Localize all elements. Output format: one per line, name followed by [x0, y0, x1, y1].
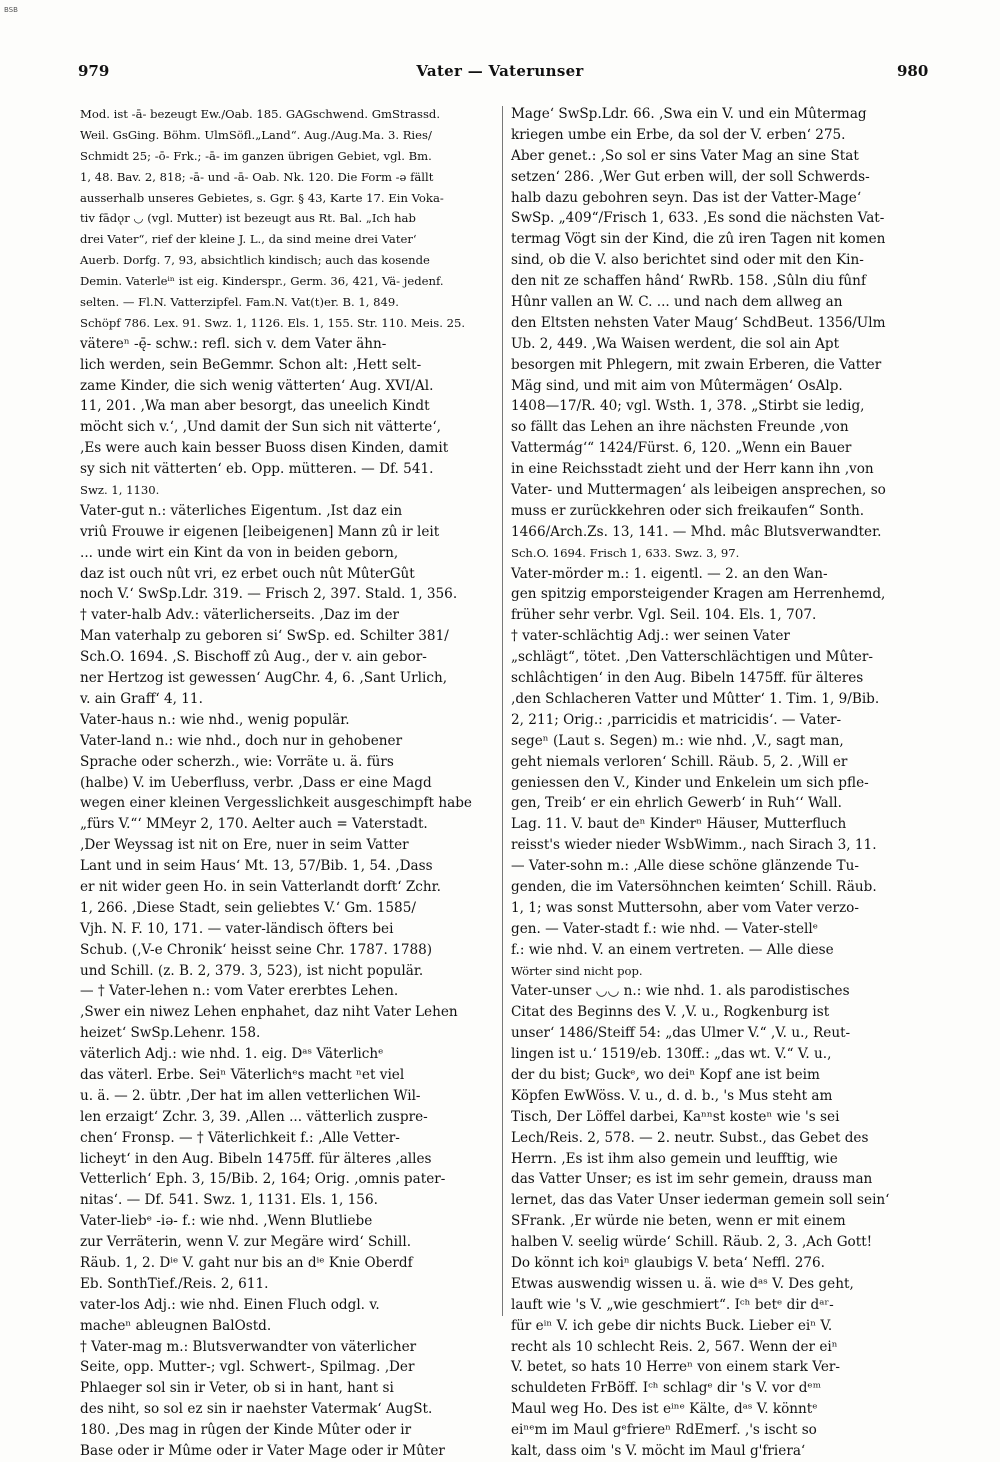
text-line: Vater-gut n.: väterliches Eigentum. ‚Ist daz ein	[80, 502, 403, 519]
text-line: eiⁿᵉm im Maul gᵉfriereⁿ RdEmerf. ‚'s ischt so	[511, 1422, 817, 1439]
right-column	[511, 104, 927, 1459]
text-line: ‚Swer ein niwez Lehen enphahet, daz niht Vater Lehen	[80, 1004, 458, 1021]
text-line: väterlich Adj.: wie nhd. 1. eig. Dᵃˢ Väterlichᵉ	[80, 1046, 384, 1063]
text-line: Vattermág‘“ 1424/Fürst. 6, 120. „Wenn ein Bauer	[511, 440, 852, 457]
text-line: ‚Der Weyssag ist nit on Ere, nuer in seim Vatter	[80, 837, 409, 854]
text-line: Wörter sind nicht pop.	[511, 963, 643, 978]
text-line: recht als 10 schlecht Reis. 2, 567. Wenn der eiⁿ	[511, 1338, 838, 1355]
text-line: Schöpf 786. Lex. 91. Swz. 1, 1126. Els. 1, 155. Str. 110. Meis. 25.	[80, 315, 466, 330]
text-line: sind, ob die V. also berichtet sind oder mit den Kin-	[511, 252, 864, 269]
text-line: macheⁿ ableugnen BalOstd.	[80, 1317, 272, 1334]
text-line: Vater-unser ◡◡ n.: wie nhd. 1. als parodistisches	[511, 983, 850, 1000]
text-line: Sch.O. 1694. ‚S. Bischoff zû Aug., der v. ain gebor-	[80, 649, 427, 666]
text-line: 180. ‚Des mag in rûgen der Kinde Mûter oder ir	[80, 1422, 412, 1439]
text-line: „fürs V.“‘ MMeyr 2, 170. Aelter auch = Vaterstadt.	[80, 816, 428, 833]
text-line: ausserhalb unseres Gebietes, s. Ggr. § 43, Karte 17. Ein Voka-	[80, 190, 444, 205]
text-line: Vater-mörder m.: 1. eigentl. — 2. an den Wan-	[511, 565, 828, 582]
text-line: besorgen mit Phlegern, mit zwain Erberen, die Vatter	[511, 356, 882, 373]
text-line: und Schill. (z. B. 2, 379. 3, 523), ist nicht populär.	[80, 962, 424, 979]
text-line: 11, 201. ‚Wa man aber besorgt, das uneelich Kindt	[80, 398, 430, 415]
text-line: Mod. ist -ā- bezeugt Ew./Oab. 185. GAGschwend. GmStrassd.	[80, 107, 441, 121]
text-line: Schmidt 25; -ō- Frk.; -ā- im ganzen übrigen Gebiet, vgl. Bm.	[80, 148, 432, 163]
text-line: kriegen umbe ein Erbe, da sol der V. erben‘ 275.	[511, 126, 846, 143]
text-line: Seite, opp. Mutter-; vgl. Schwert-, Spilmag. ‚Der	[80, 1359, 415, 1376]
text-line: Hûnr vallen an W. C. ... und nach dem allweg an	[511, 294, 843, 311]
text-line: setzen‘ 286. ‚Wer Gut erben will, der soll Schwerds-	[511, 168, 870, 185]
text-line: † vater-schlächtig Adj.: wer seinen Vater	[511, 628, 790, 645]
text-line: Lech/Reis. 2, 578. — 2. neutr. Subst., das Gebet des	[511, 1129, 869, 1146]
right-page-number: 980	[897, 62, 929, 80]
text-line: lernet, das das Vater Unser iederman gemein soll sein‘	[511, 1192, 890, 1209]
text-line: Vater-land n.: wie nhd., doch nur in gehobener	[80, 732, 403, 749]
text-line: licheyt‘ in den Aug. Bibeln 1475ff. für älteres ‚alles	[80, 1150, 432, 1167]
text-line: Schub. (‚V-e Chronik‘ heisst seine Chr. 1787. 1788)	[80, 941, 433, 958]
running-header-title: Vater — Vaterunser	[416, 62, 584, 80]
text-line: Vetterlich‘ Eph. 3, 15/Bib. 2, 164; Orig. ‚omnis pater-	[80, 1171, 446, 1188]
text-line: Lag. 11. V. baut deⁿ Kinderⁿ Häuser, Mutterfluch	[511, 816, 847, 833]
text-line: Vjh. N. F. 10, 171. — vater-ländisch öfters bei	[80, 920, 394, 937]
column-divider	[502, 106, 503, 1316]
text-line: muss er zurückkehren oder sich freikaufen“ Sonth.	[511, 502, 865, 519]
text-line: zur Verräterin, wenn V. zur Megäre wird‘ Schill.	[80, 1234, 412, 1251]
text-line: genden, die im Vatersöhnchen keimten‘ Schill. Räub.	[511, 878, 877, 895]
text-line: Mäg sind, und mit aim von Mûtermägen‘ OsAlp.	[511, 377, 843, 394]
text-line: geht niemals verloren‘ Schill. Räub. 5, 2. ‚Will er	[511, 753, 848, 770]
text-line: 1466/Arch.Zs. 13, 141. — Mhd. mâc Blutsverwandter.	[511, 523, 882, 540]
text-line: ‚Es were auch kain besser Buoss disen Kinden, damit	[80, 440, 449, 457]
text-line: gen spitzig emporsteigender Kragen am Herrenhemd,	[511, 586, 886, 603]
text-line: unser‘ 1486/Steiff 54: „das Ulmer V.“ ‚V. u., Reut-	[511, 1025, 851, 1042]
library-marker: BSB	[4, 6, 18, 14]
text-line: f.: wie nhd. V. an einem vertreten. — Alle diese	[511, 941, 834, 958]
text-line: Räub. 1, 2. Dⁱᵉ V. gaht nur bis an dⁱᵉ Knie Oberdf	[80, 1254, 413, 1271]
text-line: der du bist; Guckᵉ, wo deiⁿ Kopf ane ist beim	[511, 1066, 820, 1083]
text-line: SwSp. „409“/Frisch 1, 633. ‚Es sond die nächsten Vat-	[511, 210, 885, 227]
text-line: † Vater-mag m.: Blutsverwandter von väterlicher	[80, 1338, 417, 1355]
text-line: Lant und in seim Haus‘ Mt. 13, 57/Bib. 1, 54. ‚Dass	[80, 858, 433, 875]
text-line: 2, 211; Orig.: ‚parricidis et matricidis‘. — Vater-	[511, 711, 842, 728]
text-line: Sch.O. 1694. Frisch 1, 633. Swz. 3, 97.	[511, 545, 740, 560]
text-line: 1408—17/R. 40; vgl. Wsth. 1, 378. „Stirbt sie ledig,	[511, 398, 865, 415]
text-line: v. ain Graff‘ 4, 11.	[80, 690, 203, 707]
text-line: möcht sich v.‘, ‚Und damit der Sun sich nit vätterte‘,	[80, 419, 441, 436]
text-line: † vater-halb Adv.: väterlicherseits. ‚Daz im der	[80, 607, 399, 624]
text-line: — Vater-sohn m.: ‚Alle diese schöne glänzende Tu-	[511, 858, 859, 875]
text-line: — † Vater-lehen n.: vom Vater ererbtes Lehen.	[80, 983, 399, 1000]
text-line: u. ä. — 2. übtr. ‚Der hat im allen vetterlichen Wil-	[80, 1087, 421, 1104]
text-line: früher sehr verbr. Vgl. Seil. 104. Els. 1, 707.	[511, 607, 817, 624]
text-line: Weil. GsGing. Böhm. UlmSöfl.„Land“. Aug./Aug.Ma. 3. Ries/	[80, 127, 432, 142]
text-line: Do könnt ich koiⁿ glaubigs V. beta‘ Neffl. 276.	[511, 1254, 825, 1271]
text-line: nitas‘. — Df. 541. Swz. 1, 1131. Els. 1, 156.	[80, 1192, 378, 1209]
text-line: Vater-liebᵉ -iə- f.: wie nhd. ‚Wenn Blutliebe	[80, 1213, 373, 1230]
text-line: len erzaigt‘ Zchr. 3, 39. ‚Allen ... vätterlich zusprе-	[80, 1108, 428, 1125]
text-line: Ub. 2, 449. ‚Wa Waisen werdent, die sol ain Apt	[511, 335, 840, 352]
text-line: Demin. Vaterleⁱⁿ ist eig. Kinderspr., Germ. 36, 421, Vä- jedenf.	[80, 274, 444, 289]
text-line: für eⁱⁿ V. ich gebe dir nichts Buck. Lieber eiⁿ V.	[511, 1317, 833, 1334]
text-line: gen, Treib‘ er ein ehrlich Gewerb‘ in Ruh‘‘ Wall.	[511, 795, 842, 812]
left-column	[80, 104, 496, 1459]
text-line: heizet‘ SwSp.Lehenr. 158.	[80, 1025, 261, 1042]
text-line: Etwas auswendig wissen u. ä. wie dᵃˢ V. Des geht,	[511, 1275, 854, 1292]
text-line: wegen einer kleinen Vergesslichkeit ausgeschimpft habe	[80, 795, 472, 812]
text-line: 1, 1; was sonst Muttersohn, aber vom Vater verzo-	[511, 899, 859, 916]
text-line: Citat des Beginns des V. ‚V. u., Rogkenburg ist	[511, 1004, 830, 1021]
text-line: Swz. 1, 1130.	[80, 483, 160, 498]
text-line: Mage‘ SwSp.Ldr. 66. ‚Swa ein V. und ein Mûtermag	[511, 106, 867, 122]
text-line: Eb. SonthTief./Reis. 2, 611.	[80, 1275, 269, 1292]
text-line: lich werden, sein BeGemmr. Schon alt: ‚Hett selt-	[80, 356, 422, 373]
text-line: daz ist ouch nût vri, ez erbet ouch nût MûterGût	[80, 565, 415, 582]
text-line: vriû Frouwe ir eigenen [leibeigenen] Mann zû ir leit	[80, 523, 440, 540]
text-line: er nit wider geen Ho. in sein Vatterlandt dorft‘ Zchr.	[80, 878, 441, 895]
text-line: des niht, so sol ez sin ir naehster Vatermak‘ AugSt.	[80, 1401, 433, 1418]
text-line: selten. — Fl.N. Vatterzipfel. Fam.N. Vat(t)er. B. 1, 849.	[80, 295, 399, 310]
text-line: Herrn. ‚Es ist ihm also gemein und leufftig, wie	[511, 1150, 838, 1167]
text-line: Aber genet.: ‚So sol er sins Vater Mag an sine Stat	[511, 147, 859, 164]
text-line: 1, 266. ‚Diese Stadt, sein geliebtes V.‘ Gm. 1585/	[80, 899, 416, 916]
text-line: reisst's wieder nieder WsbWimm., nach Sirach 3, 11.	[511, 837, 877, 854]
left-page-number: 979	[78, 62, 110, 80]
text-line: das väterl. Erbe. Seiⁿ Väterlichᵉs macht ⁿet viel	[80, 1066, 405, 1083]
text-line: schuldeten FrBöff. Iᶜʰ schlagᵉ dir 's V. vor dᵉᵐ	[511, 1380, 822, 1397]
text-line: Tisch, Der Löffel darbei, Kaⁿⁿst kosteⁿ wie 's sei	[511, 1108, 840, 1125]
text-line: Base oder ir Mûme oder ir Vater Mage oder ir Mûter	[80, 1443, 445, 1459]
text-line: halben V. seelig würde‘ Schill. Räub. 2, 3. ‚Ach Gott!	[511, 1234, 873, 1251]
text-line: den Eltsten nehsten Vater Maug‘ SchdBeut. 1356/Ulm	[511, 314, 886, 331]
text-line: V. betet, so hats 10 Herreⁿ von einem stark Ver-	[511, 1359, 840, 1376]
text-line: Maul weg Ho. Des ist eⁱⁿᵉ Kälte, dᵃˢ V. könntᵉ	[511, 1401, 818, 1418]
text-line: halb dazu gebohren seyn. Das ist der Vatter-Mage‘	[511, 189, 862, 206]
text-line: Vater- und Muttermagen‘ als leibeigen ansprechen, so	[511, 482, 886, 499]
text-line: ‚den Schlacheren Vatter und Mûtter‘ 1. Tim. 1, 9/Bib.	[511, 690, 880, 707]
text-line: ner Hertzog ist gewessen‘ AugChr. 4, 6. ‚Sant Urlich,	[80, 670, 448, 687]
text-line: schlâchtigen‘ in den Aug. Bibeln 1475ff. für älteres	[511, 670, 864, 687]
text-line: geniessen den V., Kinder und Enkelein um sich pfle-	[511, 774, 869, 791]
text-line: lauft wie 's V. „wie geschmiert“. Iᶜʰ betᵉ dir dᵃʳ-	[511, 1296, 834, 1313]
text-line: gen. — Vater-stadt f.: wie nhd. — Vater-stellᵉ	[511, 920, 818, 937]
text-line: „schlägt“, tötet. ‚Den Vatterschlächtigen und Mûter-	[511, 649, 873, 666]
text-line: chen‘ Fronsp. — † Väterlichkeit f.: ‚Alle Vetter-	[80, 1129, 400, 1146]
text-line: den nit ze schaffen hând‘ RwRb. 158. ‚Sûln diu fûnf	[511, 273, 866, 290]
text-line: SFrank. ‚Er würde nie beten, wenn er mit einem	[511, 1213, 846, 1230]
text-line: Sprache oder scherzh., wie: Vorräte u. ä. fürs	[80, 753, 394, 770]
text-line: das Vatter Unser; es ist im sehr gemein, drauss man	[511, 1171, 873, 1188]
text-line: (halbe) V. im Ueberfluss, verbr. ‚Dass er eine Magd	[80, 774, 432, 791]
text-line: noch V.‘ SwSp.Ldr. 319. — Frisch 2, 397. Stald. 1, 356.	[80, 586, 458, 603]
text-line: Phlaeger sol sin ir Veter, ob si in hant, hant si	[80, 1380, 394, 1397]
text-line: ... unde wirt ein Kint da von in beiden geborn,	[80, 544, 399, 561]
text-line: Köpfen EwWöss. V. u., d. d. b., 's Mus steht am	[511, 1087, 833, 1104]
text-line: vätereⁿ -ę̄- schw.: refl. sich v. dem Vater ähn-	[80, 335, 387, 352]
text-line: in eine Reichsstadt zieht und der Herr kann ihn ‚von	[511, 461, 874, 478]
text-line: segeⁿ (Laut s. Segen) m.: wie nhd. ‚V., sagt man,	[511, 732, 844, 749]
text-line: zame Kinder, die sich wenig vätterten‘ Aug. XVI/Al.	[80, 377, 434, 394]
text-line: kalt, dass oim 's V. möcht im Maul g'friera‘	[511, 1443, 806, 1459]
text-line: vater-los Adj.: wie nhd. Einen Fluch odgl. v.	[80, 1296, 380, 1313]
text-line: so fällt das Lehen an ihre nächsten Freunde ‚von	[511, 419, 849, 436]
text-line: sy sich nit vätterten‘ eb. Opp. mütteren. — Df. 541.	[80, 461, 434, 478]
text-line: 1, 48. Bav. 2, 818; -ā- und -ā- Oab. Nk. 120. Die Form -ə fällt	[80, 169, 434, 184]
text-line: Vater-haus n.: wie nhd., wenig populär.	[80, 711, 350, 728]
text-line: lingen ist u.‘ 1519/eb. 130ff.: „das wt. V.“ V. u.,	[511, 1046, 832, 1063]
text-line: Man vaterhalp zu geboren si‘ SwSp. ed. Schilter 381/	[80, 628, 449, 645]
text-line: termag Vögt sin der Kind, die zû iren Tagen nit komen	[511, 231, 886, 248]
text-line: Auerb. Dorfg. 7, 93, absichtlich kindisch; auch das kosende	[80, 253, 430, 268]
text-line: drei Vater“, rief der kleine J. L., da sind meine drei Vater‘	[80, 232, 417, 247]
text-line: tiv fādǫr ◡ (vgl. Mutter) ist bezeugt aus Rt. Bal. „Ich hab	[80, 211, 416, 226]
